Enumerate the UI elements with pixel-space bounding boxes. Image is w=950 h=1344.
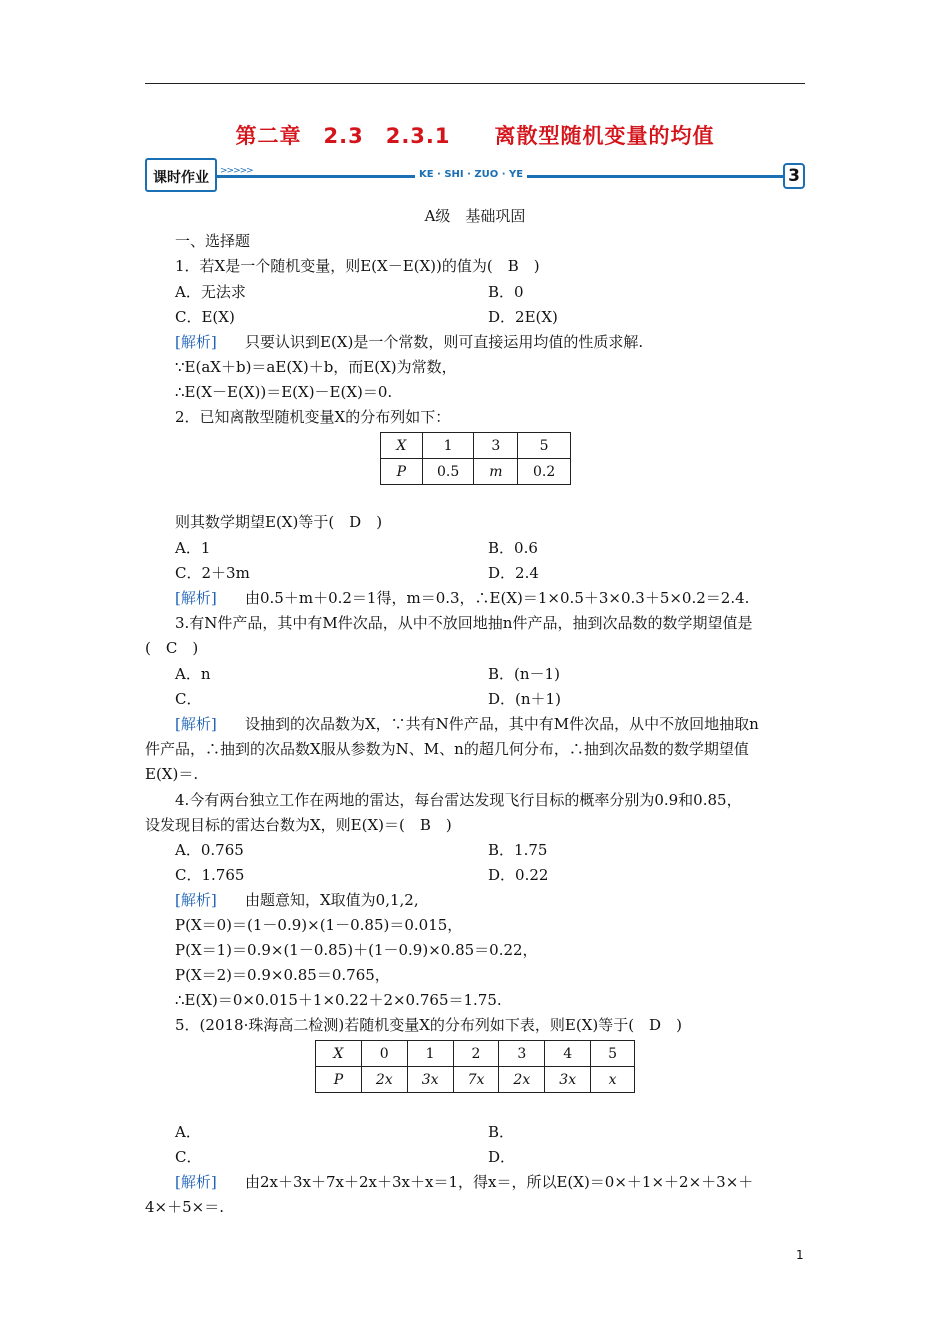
banner-number: 3 <box>783 163 805 189</box>
table-row <box>381 459 571 485</box>
q2-option-c: C．2＋3m <box>175 564 250 582</box>
q3-option-d: D．(n＋1) <box>488 690 561 708</box>
q4-analysis-tag: [解析] <box>175 891 217 909</box>
level-heading: A级 基础巩固 <box>424 207 526 225</box>
q4-solution-5: ∴E(X)＝0×0.015＋1×0.22＋2×0.765＝1.75. <box>175 991 502 1009</box>
q1-option-d: D．2E(X) <box>488 308 558 326</box>
q3-stem-1: 3.有N件产品，其中有M件次品，从中不放回地抽n件产品，抽到次品数的数学期望值是 <box>175 614 753 632</box>
q1-solution-3: ∴E(X－E(X))＝E(X)－E(X)＝0. <box>175 383 393 401</box>
homework-banner <box>145 158 807 194</box>
table-cell: x <box>591 1067 635 1093</box>
q5-stem: 5．(2018·珠海高二检测)若随机变量X的分布列如下表，则E(X)等于( D ) <box>175 1016 682 1034</box>
table-cell: P <box>316 1067 362 1093</box>
q4-option-c: C．1.765 <box>175 866 245 884</box>
q2-stem: 2．已知离散型随机变量X的分布列如下： <box>175 408 451 426</box>
q2-distribution-table <box>380 432 571 485</box>
q3-option-c: C． <box>175 690 202 708</box>
q3-solution-2: 件产品，∴抽到的次品数X服从参数为N、M、n的超几何分布，∴抽到次品数的数学期望值 <box>145 740 749 758</box>
q5-option-b: B． <box>488 1123 515 1141</box>
q2-analysis-tag: [解析] <box>175 589 217 607</box>
banner-subtitle: KE · SHI · ZUO · YE <box>415 169 527 180</box>
q5-option-d: D． <box>488 1148 516 1166</box>
q3-stem-2: ( C ) <box>145 639 199 657</box>
banner-arrows: >>>>> <box>220 166 253 176</box>
q3-option-a: A．n <box>175 665 211 683</box>
q2-option-a: A．1 <box>175 539 211 557</box>
table-row <box>316 1041 635 1067</box>
q2-option-d: D．2.4 <box>488 564 539 582</box>
q4-stem-1: 4.今有两台独立工作在两地的雷达，每台雷达发现飞行目标的概率分别为0.9和0.85， <box>175 791 742 809</box>
q5-option-a: A． <box>175 1123 201 1141</box>
table-cell: 0.5 <box>422 459 474 485</box>
table-cell: 5 <box>518 433 571 459</box>
table-cell: 5 <box>591 1041 635 1067</box>
table-cell: 3x <box>407 1067 453 1093</box>
q5-solution-2: 4×＋5×＝. <box>145 1198 224 1216</box>
q4-option-b: B．1.75 <box>488 841 548 859</box>
table-cell: m <box>474 459 518 485</box>
table-row <box>381 433 571 459</box>
q1-option-c: C．E(X) <box>175 308 235 326</box>
table-cell: 0.2 <box>518 459 571 485</box>
table-cell: 3 <box>499 1041 545 1067</box>
q4-solution-1: 由题意知，X取值为0,1,2, <box>245 891 419 909</box>
table-cell: 2x <box>499 1067 545 1093</box>
q1-solution-1: 只要认识到E(X)是一个常数，则可直接运用均值的性质求解. <box>245 333 644 351</box>
table-cell: 0 <box>361 1041 407 1067</box>
q2-ask: 则其数学期望E(X)等于( D ) <box>175 513 383 531</box>
table-cell: P <box>381 459 423 485</box>
q4-solution-2: P(X＝0)＝(1－0.9)×(1－0.85)＝0.015， <box>175 916 463 934</box>
q3-solution-1: 设抽到的次品数为X，∵共有N件产品，其中有M件次品，从中不放回地抽取n <box>245 715 759 733</box>
table-row <box>316 1067 635 1093</box>
q1-option-b: B．0 <box>488 283 524 301</box>
table-cell: 2 <box>453 1041 499 1067</box>
section-heading: 一、选择题 <box>175 232 251 250</box>
page-number: 1 <box>796 1248 804 1262</box>
q3-analysis-tag: [解析] <box>175 715 217 733</box>
q4-option-a: A．0.765 <box>175 841 244 859</box>
table-cell: 4 <box>545 1041 591 1067</box>
q4-solution-3: P(X＝1)＝0.9×(1－0.85)＋(1－0.9)×0.85＝0.22， <box>175 941 538 959</box>
q1-stem: 1．若X是一个随机变量，则E(X－E(X))的值为( B ) <box>175 257 540 275</box>
q4-solution-4: P(X＝2)＝0.9×0.85＝0.765， <box>175 966 390 984</box>
q4-option-d: D．0.22 <box>488 866 549 884</box>
table-cell: 3 <box>474 433 518 459</box>
q3-option-b: B．(n－1) <box>488 665 560 683</box>
top-rule <box>145 83 805 84</box>
table-cell: 1 <box>422 433 474 459</box>
q5-distribution-table <box>315 1040 635 1093</box>
chapter-title: 第二章 2.3 2.3.1 离散型随机变量的均值 <box>235 124 715 148</box>
table-cell: 2x <box>361 1067 407 1093</box>
q2-option-b: B．0.6 <box>488 539 538 557</box>
q5-solution-1: 由2x＋3x＋7x＋2x＋3x＋x＝1，得x＝，所以E(X)＝0×＋1×＋2×＋3×＋ <box>245 1173 754 1191</box>
table-cell: 3x <box>545 1067 591 1093</box>
q1-solution-2: ∵E(aX＋b)＝aE(X)＋b，而E(X)为常数， <box>175 358 457 376</box>
q1-analysis-tag: [解析] <box>175 333 217 351</box>
q5-option-c: C． <box>175 1148 202 1166</box>
table-cell: 1 <box>407 1041 453 1067</box>
table-cell: X <box>316 1041 362 1067</box>
q5-analysis-tag: [解析] <box>175 1173 217 1191</box>
banner-label: 课时作业 <box>145 158 217 192</box>
q1-option-a: A．无法求 <box>175 283 246 301</box>
q3-solution-3: E(X)＝. <box>145 765 199 783</box>
q4-stem-2: 设发现目标的雷达台数为X，则E(X)＝( B ) <box>145 816 452 834</box>
table-cell: X <box>381 433 423 459</box>
q2-solution-1: 由0.5＋m＋0.2＝1得，m＝0.3，∴E(X)＝1×0.5＋3×0.3＋5×0.2＝2.4. <box>245 589 750 607</box>
table-cell: 7x <box>453 1067 499 1093</box>
